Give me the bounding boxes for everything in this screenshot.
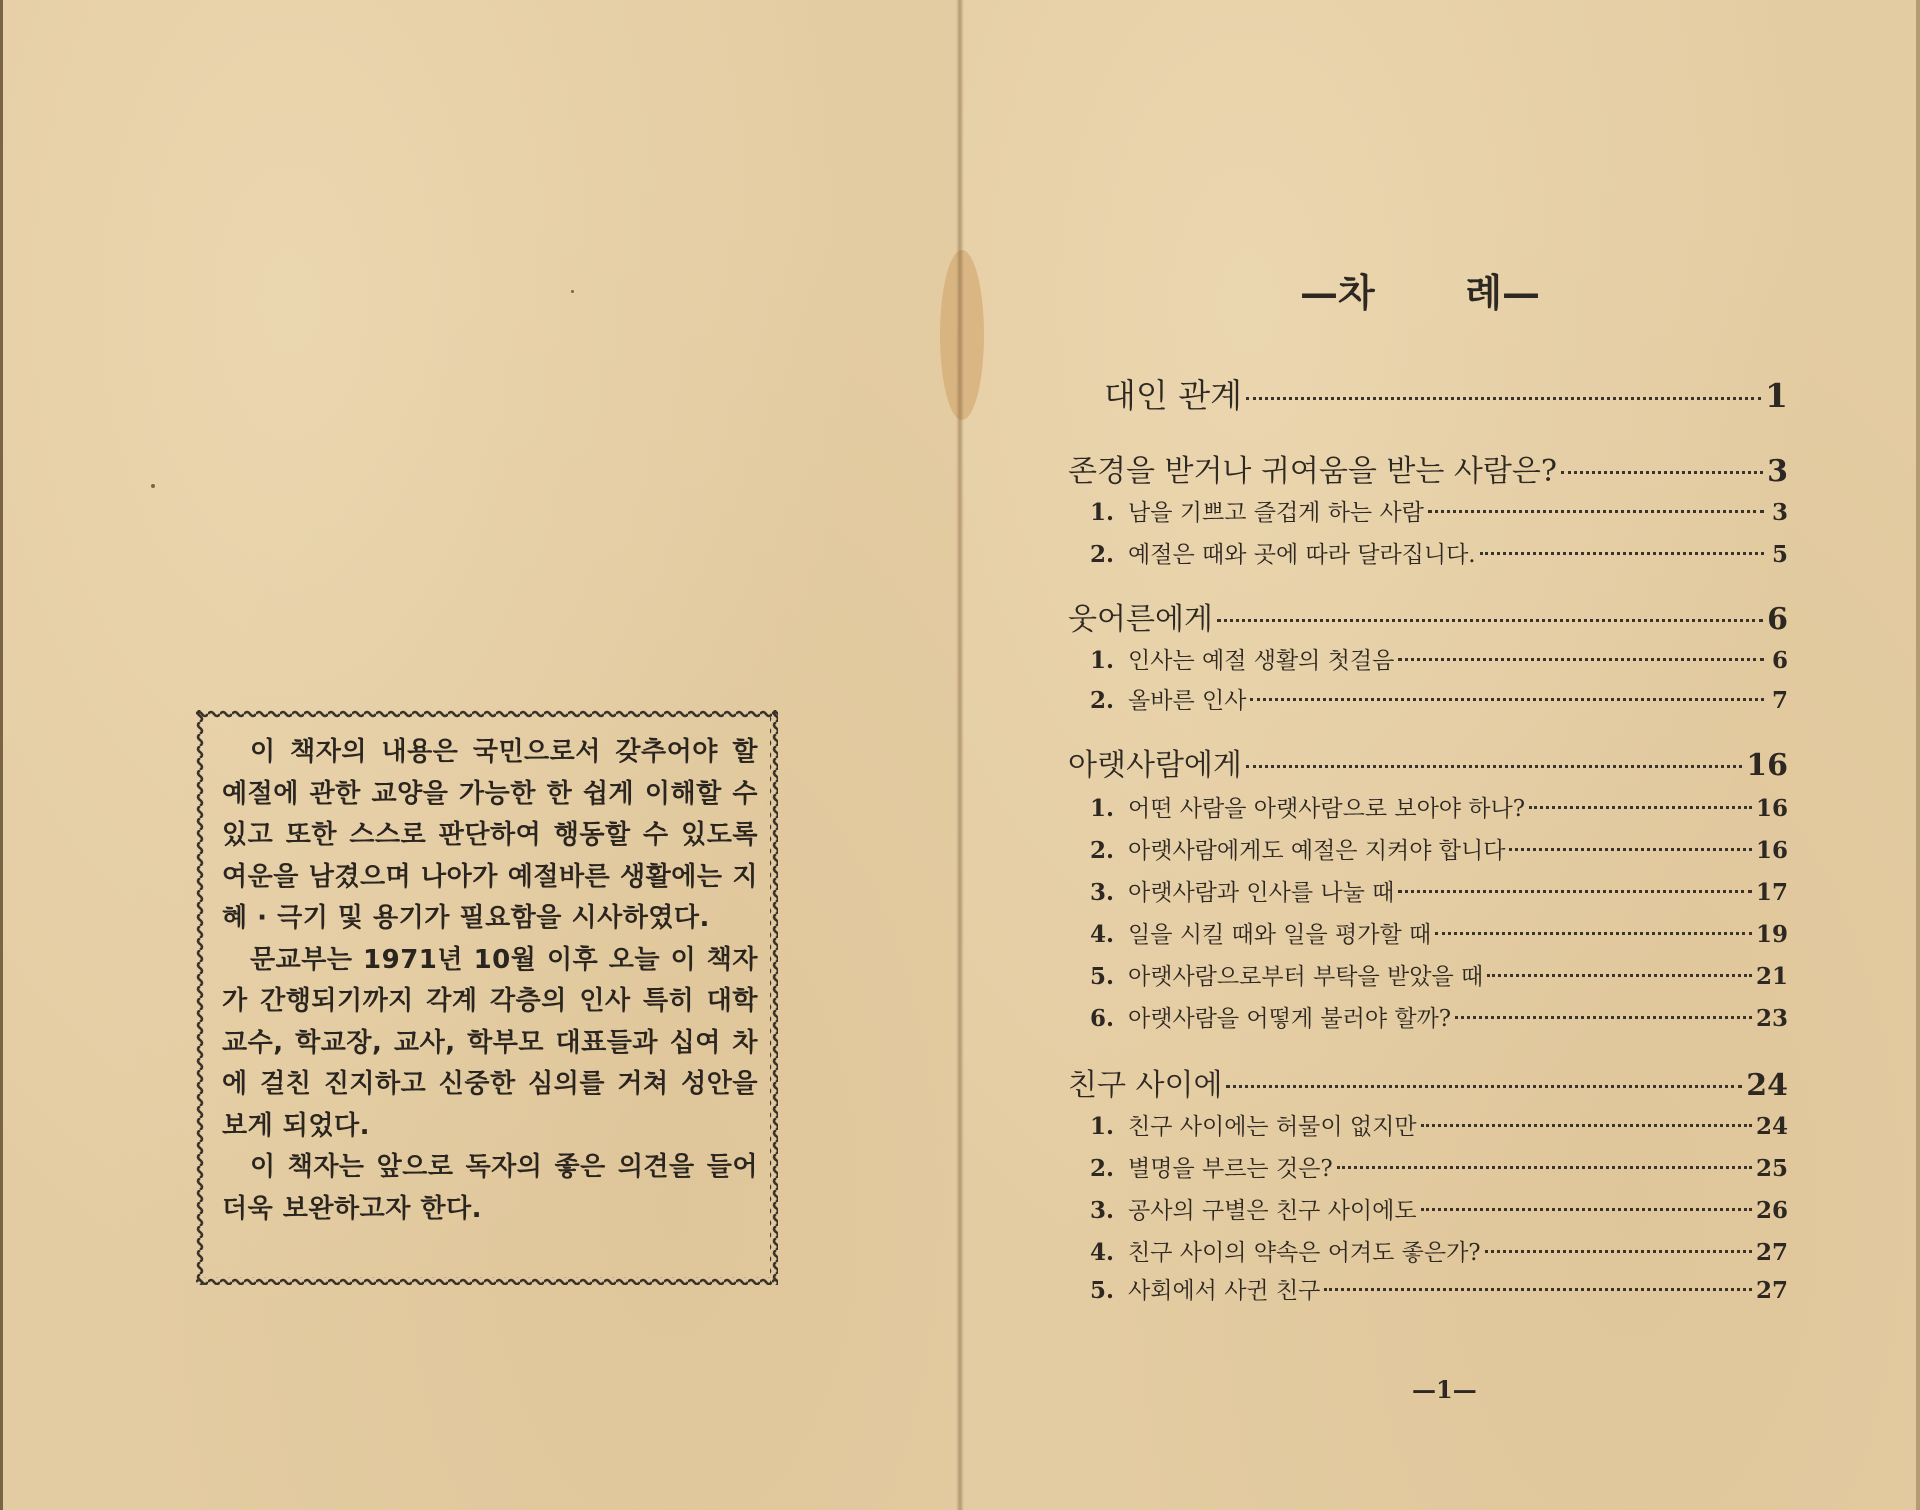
dot-leader — [1226, 1085, 1742, 1088]
toc-heading-left: —차 — [1300, 270, 1375, 315]
dot-leader — [1485, 1250, 1752, 1253]
toc-heading — [1300, 262, 1540, 317]
notice-box — [196, 710, 778, 1285]
toc-title-text: 아랫사람과 인사를 나눌 때 — [1128, 880, 1395, 906]
toc-entry — [1068, 1150, 1788, 1186]
dot-leader — [1480, 552, 1764, 555]
toc-entry — [1068, 1272, 1788, 1308]
dot-leader — [1246, 765, 1742, 768]
toc-title — [1090, 958, 1483, 991]
toc-title-text: 아랫사람으로부터 부탁을 받았을 때 — [1128, 964, 1484, 990]
toc-title-text: 인사는 예절 생활의 첫걸음 — [1128, 648, 1395, 674]
toc-title-text: 웃어른에게 — [1068, 602, 1213, 637]
toc-number: 3. — [1090, 1197, 1115, 1224]
toc-section — [1068, 594, 1788, 637]
toc-page-number: 6 — [1771, 647, 1788, 674]
toc-page-number: 6 — [1767, 602, 1788, 637]
toc-page-number: 16 — [1755, 795, 1788, 822]
toc-title-text: 올바른 인사 — [1128, 688, 1247, 714]
page-number: —1— — [1412, 1375, 1477, 1404]
toc-number: 2. — [1090, 541, 1115, 568]
toc-page-number: 17 — [1755, 879, 1788, 906]
toc-title-text: 아랫사람에게도 예절은 지켜야 합니다 — [1128, 838, 1506, 864]
toc-number: 1. — [1090, 1113, 1115, 1140]
toc-entry — [1068, 1234, 1788, 1270]
toc-page-number: 7 — [1771, 687, 1788, 714]
toc-number: 5. — [1090, 1277, 1115, 1304]
toc-entry — [1068, 536, 1788, 572]
toc-title-text: 공사의 구별은 친구 사이에도 — [1128, 1198, 1417, 1224]
toc-entry — [1068, 916, 1788, 952]
dot-leader — [1324, 1288, 1752, 1291]
dot-leader — [1509, 848, 1752, 851]
toc-title — [1090, 682, 1246, 715]
dot-leader — [1529, 806, 1752, 809]
toc-number: 2. — [1090, 687, 1115, 714]
toc-title — [1104, 370, 1242, 417]
toc-entry — [1068, 958, 1788, 994]
toc-entry — [1068, 642, 1788, 678]
toc-number: 1. — [1090, 499, 1115, 526]
book-spine — [956, 0, 964, 1510]
toc-title-text: 대인 관계 — [1104, 376, 1243, 415]
toc-number: 4. — [1090, 1239, 1115, 1266]
toc-title — [1090, 1108, 1417, 1141]
dot-leader — [1435, 932, 1752, 935]
dot-leader — [1250, 698, 1764, 701]
toc-title — [1090, 1192, 1417, 1225]
toc-entry — [1068, 494, 1788, 530]
toc-section — [1068, 446, 1788, 489]
toc-page-number: 26 — [1755, 1197, 1788, 1224]
toc-title — [1090, 790, 1525, 823]
toc-entry — [1068, 1192, 1788, 1228]
toc-title-text: 아랫사람을 어떻게 불러야 할까? — [1128, 1006, 1452, 1032]
right-edge — [1916, 0, 1920, 1510]
paper-speck — [571, 290, 574, 293]
notice-paragraph-2: 문교부는 1971년 10월 이후 오늘 이 책자가 간행되기까지 각계 각층의 인사 특히 대학 교수, 학교장, 교사, 학부모 대표들과 십여 차에 걸친 진지하고 신중한 심의를 거쳐 성안을 보게 되었다. — [222, 944, 758, 1141]
toc-title — [1068, 1060, 1222, 1104]
toc-number: 2. — [1090, 837, 1115, 864]
toc-section — [1104, 370, 1788, 415]
toc-title — [1068, 740, 1242, 784]
toc-page-number: 24 — [1755, 1113, 1788, 1140]
dot-leader — [1455, 1016, 1752, 1019]
toc-entry — [1068, 874, 1788, 910]
notice-paragraph-3: 이 책자는 앞으로 독자의 좋은 의견을 들어 더욱 보완하고자 한다. — [222, 1152, 758, 1224]
toc-title-text: 사회에서 사귄 친구 — [1128, 1278, 1321, 1304]
toc-title-text: 친구 사이에 — [1068, 1068, 1223, 1103]
toc-entry — [1068, 682, 1788, 718]
dot-leader — [1428, 510, 1764, 513]
toc-page-number: 21 — [1755, 963, 1788, 990]
toc-page-number: 3 — [1771, 499, 1788, 526]
toc-number: 6. — [1090, 1005, 1115, 1032]
dot-leader — [1487, 974, 1752, 977]
dot-leader — [1246, 397, 1761, 400]
toc-title-text: 일을 시킬 때와 일을 평가할 때 — [1128, 922, 1432, 948]
dot-leader — [1398, 658, 1764, 661]
dot-leader — [1398, 890, 1752, 893]
toc-title — [1090, 494, 1424, 527]
toc-title-text: 별명을 부르는 것은? — [1128, 1156, 1333, 1182]
toc-page-number: 27 — [1755, 1239, 1788, 1266]
dot-leader — [1561, 471, 1763, 474]
toc-title-text: 어떤 사람을 아랫사람으로 보아야 하나? — [1128, 796, 1526, 822]
toc-title — [1068, 594, 1213, 638]
dot-leader — [1217, 619, 1763, 622]
paper-speck — [151, 484, 155, 488]
dot-leader — [1337, 1166, 1752, 1169]
toc-number: 2. — [1090, 1155, 1115, 1182]
notice-paragraph-1: 이 책자의 내용은 국민으로서 갖추어야 할 예절에 관한 교양을 가능한 한 쉽게 이해할 수 있고 또한 스스로 판단하여 행동할 수 있도록 여운을 남겼으며 나아가 예절바른 생활에는 지혜 · 극기 및 용기가 필요함을 시사하였다. — [222, 737, 758, 933]
toc-entry — [1068, 790, 1788, 826]
toc-number: 5. — [1090, 963, 1115, 990]
toc-number: 1. — [1090, 647, 1115, 674]
toc-title-text: 아랫사람에게 — [1068, 748, 1242, 783]
toc-page-number: 16 — [1755, 837, 1788, 864]
toc-title — [1090, 1272, 1320, 1305]
toc-page-number: 27 — [1755, 1277, 1788, 1304]
toc-page-number: 16 — [1746, 748, 1788, 783]
dot-leader — [1421, 1124, 1752, 1127]
toc-section — [1068, 740, 1788, 783]
toc-page-number: 23 — [1755, 1005, 1788, 1032]
toc-page-number: 3 — [1767, 454, 1788, 489]
toc-page-number: 1 — [1765, 376, 1788, 415]
toc-title-text: 남을 기쁘고 즐겁게 하는 사람 — [1128, 500, 1424, 526]
toc-entry — [1068, 1000, 1788, 1036]
toc-title — [1090, 642, 1394, 675]
toc-page-number: 24 — [1746, 1068, 1788, 1103]
toc-title — [1090, 536, 1476, 569]
toc-page-number: 5 — [1771, 541, 1788, 568]
toc-title — [1090, 1234, 1481, 1267]
toc-number: 3. — [1090, 879, 1115, 906]
toc-title-text: 친구 사이의 약속은 어겨도 좋은가? — [1128, 1240, 1481, 1266]
toc-heading-right: 례— — [1465, 270, 1540, 315]
toc-title-text: 존경을 받거나 귀여움을 받는 사람은? — [1068, 454, 1557, 489]
toc-title-text: 예절은 때와 곳에 따라 달라집니다. — [1128, 542, 1476, 568]
toc-title — [1090, 1150, 1333, 1183]
toc-title — [1090, 916, 1431, 949]
toc-title — [1090, 874, 1394, 907]
toc-number: 4. — [1090, 921, 1115, 948]
toc-section — [1068, 1060, 1788, 1103]
toc-title — [1090, 832, 1505, 865]
toc-page-number: 19 — [1755, 921, 1788, 948]
toc-page-number: 25 — [1755, 1155, 1788, 1182]
toc-entry — [1068, 832, 1788, 868]
toc-number: 1. — [1090, 795, 1115, 822]
toc-title-text: 친구 사이에는 허물이 없지만 — [1128, 1114, 1417, 1140]
toc-entry — [1068, 1108, 1788, 1144]
toc-title — [1090, 1000, 1451, 1033]
toc-title — [1068, 446, 1557, 490]
dot-leader — [1421, 1208, 1752, 1211]
